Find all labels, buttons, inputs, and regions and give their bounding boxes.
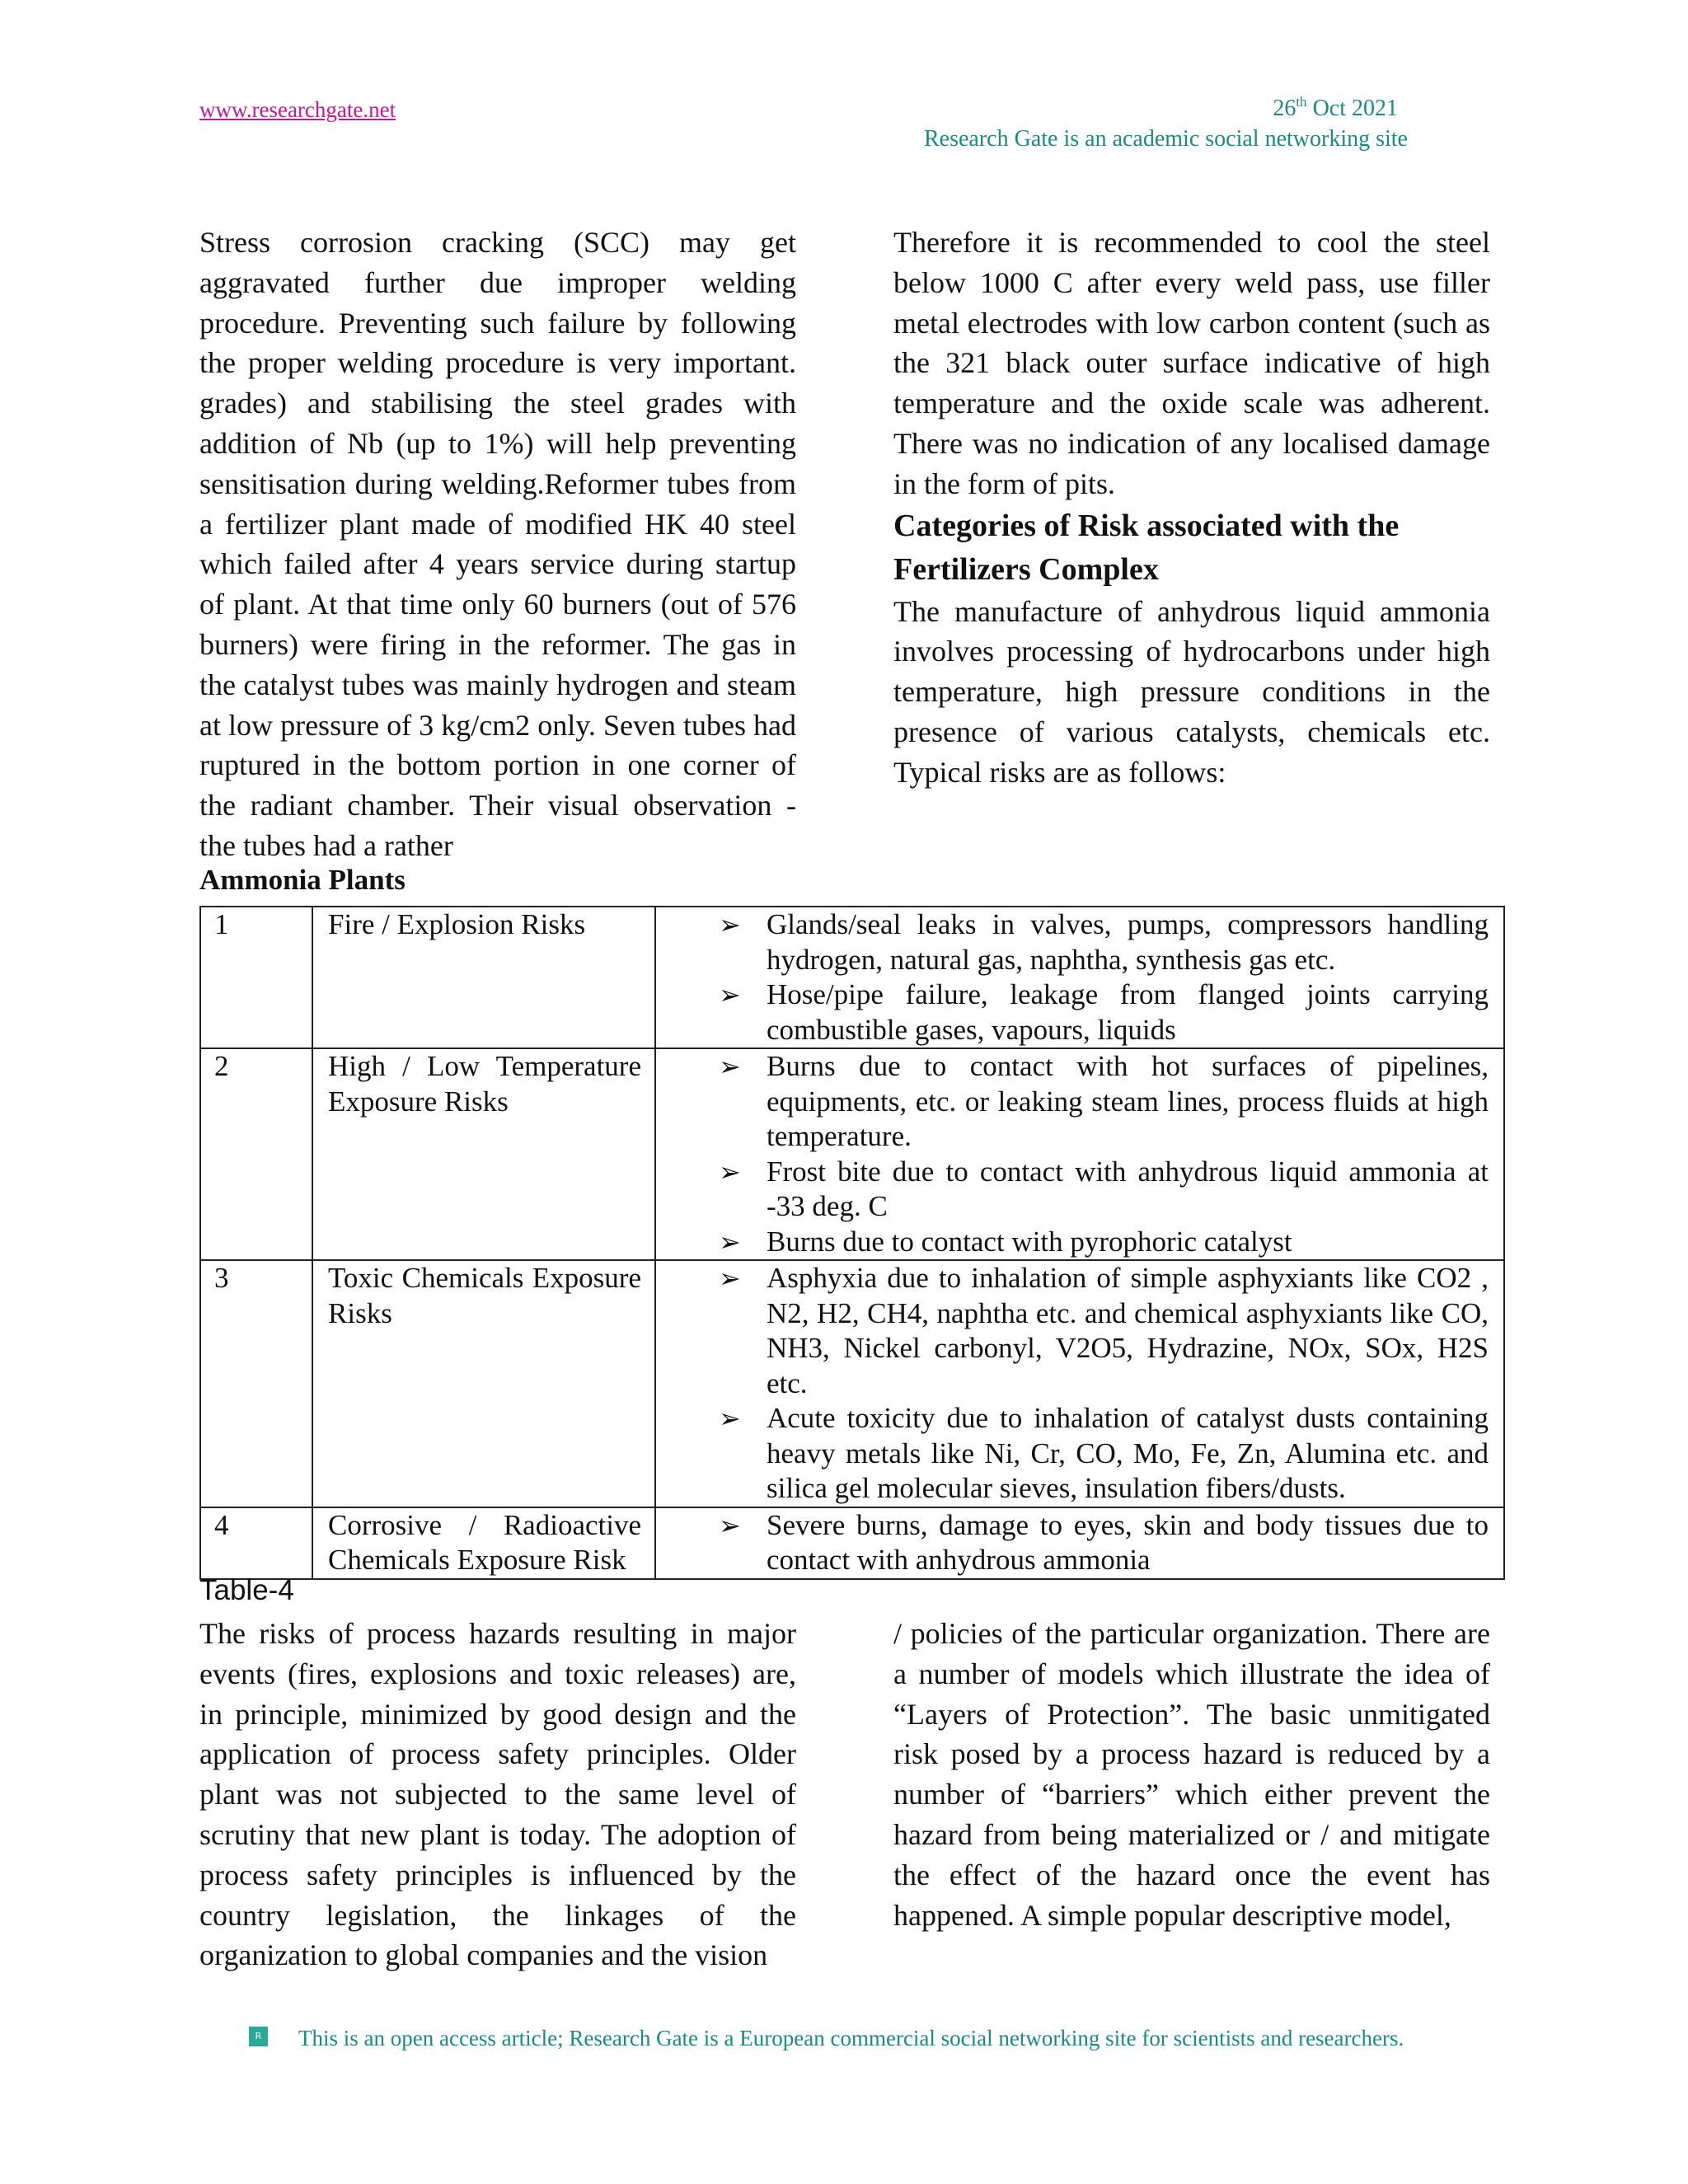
right-column-bottom	[893, 1614, 1490, 1935]
paragraph-ammonia-manufacture: The manufacture of anhydrous liquid ammonia involves processing of hydrocarbons under high temperature, high pressure conditions in the presence of various catalysts, chemicals etc. Typical risks are as follows:	[893, 594, 1490, 789]
row-number: 2	[200, 1048, 312, 1260]
table-row	[200, 1507, 1504, 1579]
arrow-bullet-icon: ➢	[719, 980, 741, 1010]
table-row	[200, 1048, 1504, 1260]
header-date	[1273, 96, 1398, 122]
risk-bullet-text: Severe burns, damage to eyes, skin and body tissues due to contact with anhydrous ammonia	[767, 1508, 1489, 1576]
risk-details	[655, 907, 1504, 1048]
header-tagline: Research Gate is an academic social networking site	[924, 126, 1408, 152]
risk-details	[655, 1507, 1504, 1579]
risk-bullet	[656, 1261, 1489, 1401]
risk-bullet-text: Frost bite due to contact with anhydrous liquid ammonia at -33 deg. C	[767, 1155, 1489, 1222]
risk-bullet-text: Hose/pipe failure, leakage from flanged joints carrying combustible gases, vapours, liquids	[767, 978, 1489, 1046]
risk-details	[655, 1048, 1504, 1260]
right-column-top	[893, 223, 1490, 793]
paragraph-layers-of-protection: / policies of the particular organization. There are a number of models which illustrate the idea of “Layers of Protection”. The basic unmitigated risk posed by a process hazard is reduced by a number of “barriers” which either prevent the hazard from being materialized or / and mitigate the effect of the hazard once the event has happened. A simple popular descriptive model,	[893, 1617, 1490, 1932]
row-number: 1	[200, 907, 312, 1048]
risk-bullet-text: Asphyxia due to inhalation of simple asphyxiants like CO2 , N2, H2, CH4, naphtha etc. and chemical asphyxiants like CO, NH3, Nickel carbonyl, V2O5, Hydrazine, NOx, SOx, H2S etc.	[767, 1262, 1489, 1399]
arrow-bullet-icon: ➢	[719, 1263, 741, 1293]
arrow-bullet-icon: ➢	[719, 1510, 741, 1540]
risk-bullet	[656, 1401, 1489, 1507]
header-url-link[interactable]: www.researchgate.net	[199, 97, 396, 122]
header-date-day: 26	[1273, 96, 1296, 121]
table-caption: Table-4	[199, 1574, 294, 1606]
risk-bullet	[656, 1155, 1489, 1225]
risk-bullet	[656, 907, 1489, 977]
footer-note: This is an open access article; Research Gate is a European commercial social networking site for scientists and researchers.	[298, 2026, 1404, 2050]
table-row	[200, 1260, 1504, 1507]
arrow-bullet-icon: ➢	[719, 1226, 741, 1257]
risk-category: High / Low Temperature Exposure Risks	[312, 1048, 655, 1260]
paragraph-process-hazards: The risks of process hazards resulting in major events (fires, explosions and toxic releases) are, in principle, minimized by good design and the application of process safety principles. Older plant was not subjected to the same level of scrutiny that new plant is today. The adoption of process safety principles is influenced by the country legislation, the linkages of the organization to global companies and the vision	[199, 1617, 796, 1972]
paragraph-scc: Stress corrosion cracking (SCC) may get aggravated further due improper welding procedure. Preventing such failure by following the proper welding procedure is very important. grades) and stabilising the steel grades with addition of Nb (up to 1%) will help preventing sensitisation during welding.Reformer tubes from a fertilizer plant made of modified HK 40 steel which failed after 4 years service during startup of plant. At that time only 60 burners (out of 576 burners) were firing in the reformer. The gas in the catalyst tubes was mainly hydrogen and steam at low pressure of 3 kg/cm2 only. Seven tubes had ruptured in the bottom portion in one corner of the radiant chamber. Their visual observation - the tubes had a rather	[199, 226, 796, 862]
arrow-bullet-icon: ➢	[719, 1052, 741, 1081]
arrow-bullet-icon: ➢	[719, 910, 741, 940]
table-row	[200, 907, 1504, 1048]
left-column-bottom	[199, 1614, 796, 1975]
risk-category: Fire / Explosion Risks	[312, 907, 655, 1048]
arrow-bullet-icon: ➢	[719, 1156, 741, 1187]
researchgate-logo-icon: R	[249, 2027, 268, 2046]
risk-bullet-text: Burns due to contact with pyrophoric catalyst	[767, 1225, 1292, 1258]
risk-category: Toxic Chemicals Exposure Risks	[312, 1260, 655, 1507]
risk-bullet-text: Acute toxicity due to inhalation of catalyst dusts containing heavy metals like Ni, Cr, CO, Mo, Fe, Zn, Alumina etc. and silica gel molecular sieves, insulation fibers/dusts.	[767, 1402, 1489, 1504]
header-date-suffix: th	[1296, 94, 1307, 110]
risk-table	[199, 906, 1505, 1580]
risk-category: Corrosive / Radioactive Chemicals Exposure Risk	[312, 1507, 655, 1579]
risk-bullet-text: Glands/seal leaks in valves, pumps, compressors handling hydrogen, natural gas, naphtha, synthesis gas etc.	[767, 908, 1489, 976]
header-date-rest: Oct 2021	[1306, 96, 1398, 121]
arrow-bullet-icon: ➢	[719, 1404, 741, 1433]
risk-bullet	[656, 977, 1489, 1047]
row-number: 3	[200, 1260, 312, 1507]
risk-bullet	[656, 1225, 1489, 1260]
section-heading-risk-categories: Categories of Risk associated with the Fertilizers Complex	[893, 508, 1400, 587]
row-number: 4	[200, 1507, 312, 1579]
risk-bullet	[656, 1049, 1489, 1155]
left-column-top	[199, 223, 796, 866]
risk-bullet	[656, 1508, 1489, 1578]
paragraph-cooling: Therefore it is recommended to cool the steel below 1000 C after every weld pass, use filler metal electrodes with low carbon content (such as the 321 black outer surface indicative of high temperature and the oxide scale was adherent. There was no indication of any localised damage in the form of pits.	[893, 226, 1490, 500]
risk-bullet-text: Burns due to contact with hot surfaces of pipelines, equipments, etc. or leaking steam lines, process fluids at high temperature.	[767, 1050, 1489, 1152]
risk-details	[655, 1260, 1504, 1507]
table-title: Ammonia Plants	[199, 864, 406, 896]
